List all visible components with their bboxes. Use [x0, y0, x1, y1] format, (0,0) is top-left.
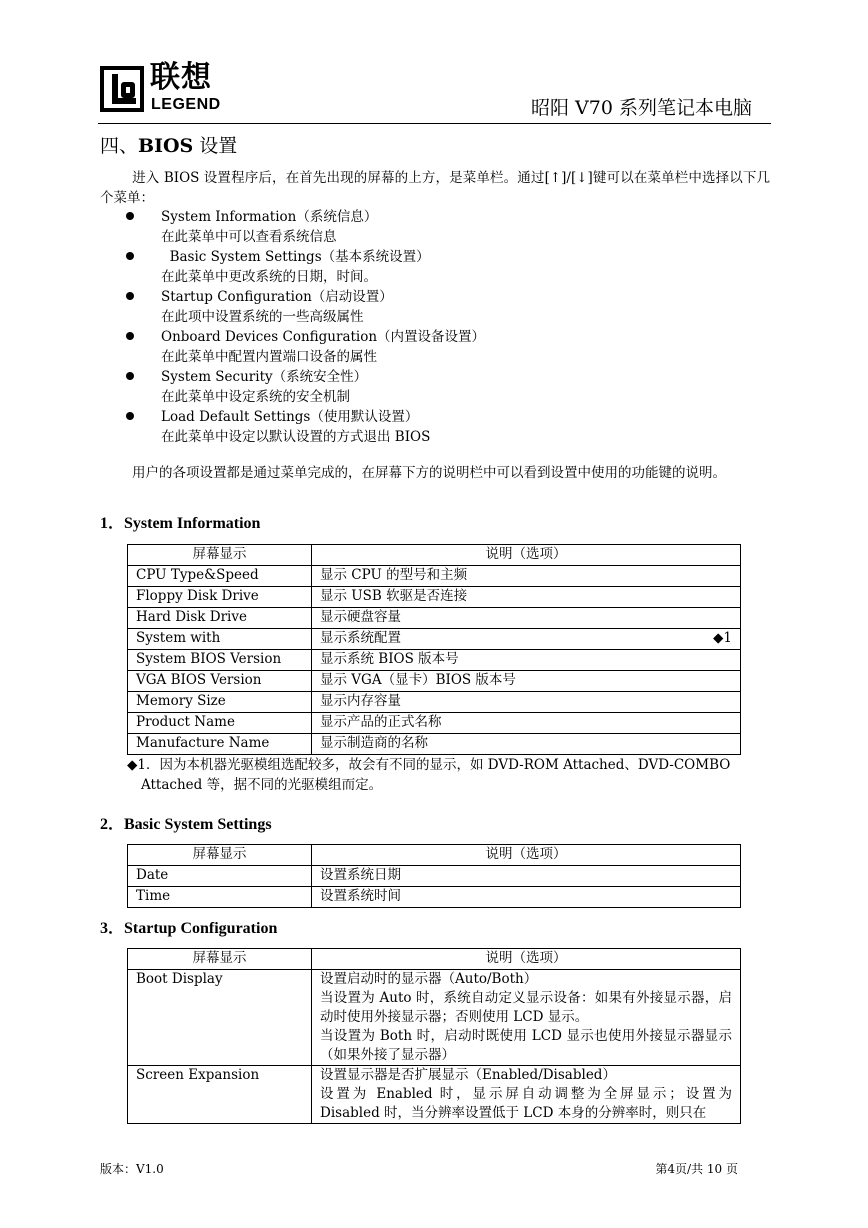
table-row [128, 1066, 741, 1124]
column-header-description: 说明（选项） [312, 949, 741, 970]
table-row [128, 671, 741, 692]
column-header-display: 屏幕显示 [128, 545, 312, 566]
basic-system-settings-table [127, 844, 741, 908]
table-cell-key: Boot Display [128, 970, 312, 1066]
table-cell-value: 显示制造商的名称 [312, 734, 741, 755]
table-header-row [128, 845, 741, 866]
table-cell-key: Time [128, 887, 312, 908]
usage-paragraph [100, 463, 770, 483]
menu-name: Onboard Devices Configuration（内置设备设置） [161, 329, 486, 345]
column-header-description: 说明（选项） [312, 845, 741, 866]
list-item [100, 287, 770, 327]
table-row [128, 734, 741, 755]
table-cell-value: 显示内存容量 [312, 692, 741, 713]
column-header-display: 屏幕显示 [128, 845, 312, 866]
list-item [100, 247, 770, 287]
table-row [128, 566, 741, 587]
table-cell-key: Screen Expansion [128, 1066, 312, 1124]
subsection-title-startup-configuration: 3．Startup Configuration [100, 920, 278, 937]
footnote-marker: ◆1 [713, 630, 732, 646]
table-cell-value: 显示 USB 软驱是否连接 [312, 587, 741, 608]
table-cell-key: System BIOS Version [128, 650, 312, 671]
table-row [128, 866, 741, 887]
table-row [128, 692, 741, 713]
table-cell-value [312, 629, 741, 650]
intro-text: 进入 BIOS 设置程序后，在首先出现的屏幕的上方，是菜单栏。通过[↑]/[↓]键可以在菜单栏中选择以下几个菜单： [100, 170, 770, 206]
section-heading-bold: BIOS [138, 135, 194, 157]
list-item [100, 327, 770, 367]
section-number: 四、 [100, 135, 139, 157]
menu-desc: 在此菜单中可以查看系统信息 [161, 229, 337, 245]
legend-logo [100, 60, 230, 116]
table-row [128, 629, 741, 650]
bullet-icon [126, 292, 134, 300]
usage-text: 用户的各项设置都是通过菜单完成的，在屏幕下方的说明栏中可以看到设置中使用的功能键的说明。 [132, 465, 726, 481]
subsection-title-system-information: 1．System Information [100, 515, 261, 532]
bullet-icon [126, 212, 134, 220]
table-cell-value: 显示产品的正式名称 [312, 713, 741, 734]
bullet-icon [126, 372, 134, 380]
bullet-icon [126, 332, 134, 340]
table-cell-value: 显示 CPU 的型号和主频 [312, 566, 741, 587]
bullet-icon [126, 412, 134, 420]
header-rule [98, 123, 771, 124]
list-item [100, 407, 770, 447]
table-header-row [128, 949, 741, 970]
table-cell-key: Floppy Disk Drive [128, 587, 312, 608]
logo-english-text: LEGEND [151, 96, 221, 113]
table-row [128, 713, 741, 734]
table-cell-text: 显示系统配置 [320, 630, 401, 646]
logo-chinese-text: 联想 [150, 60, 212, 95]
menu-desc: 在此项中设置系统的一些高级属性 [161, 309, 364, 325]
table-row [128, 587, 741, 608]
table-cell-key: CPU Type&Speed [128, 566, 312, 587]
menu-name: System Security（系统安全性） [161, 369, 368, 385]
footer-version: 版本：V1.0 [100, 1162, 164, 1176]
list-item [100, 367, 770, 407]
menu-name: Basic System Settings（基本系统设置） [161, 249, 430, 265]
intro-paragraph [100, 168, 770, 208]
table-cell-value: 设置系统时间 [312, 887, 741, 908]
startup-configuration-table [127, 948, 741, 1124]
table-cell-key: Date [128, 866, 312, 887]
list-item [100, 207, 770, 247]
table-row [128, 970, 741, 1066]
legend-logo-mark [100, 66, 144, 112]
column-header-display: 屏幕显示 [128, 949, 312, 970]
table-cell-value: 显示系统 BIOS 版本号 [312, 650, 741, 671]
table-cell-key: Hard Disk Drive [128, 608, 312, 629]
table-cell-value: 设置系统日期 [312, 866, 741, 887]
menu-desc: 在此菜单中设定以默认设置的方式退出 BIOS [161, 429, 431, 445]
menu-desc: 在此菜单中更改系统的日期，时间。 [161, 269, 377, 285]
table-row [128, 608, 741, 629]
table-cell-key: VGA BIOS Version [128, 671, 312, 692]
table-row [128, 650, 741, 671]
table-header-row [128, 545, 741, 566]
footnote-line-2: Attached 等，据不同的光驱模组而定。 [141, 777, 383, 793]
table-cell-key: System with [128, 629, 312, 650]
table-cell-value: 设置启动时的显示器（Auto/Both） 当设置为 Auto 时，系统自动定义显示设备：如果有外接显示器，启动时使用外接显示器；否则使用 LCD 显示。 当设置为 Both 时，启动时既使用 LCD 显示也使用外接显示器显示（如果外接了显示器） [312, 970, 741, 1066]
menu-desc: 在此菜单中设定系统的安全机制 [161, 389, 350, 405]
menu-name: Startup Configuration（启动设置） [161, 289, 393, 305]
menu-name: Load Default Settings（使用默认设置） [161, 409, 419, 425]
menu-list [100, 207, 770, 447]
menu-name: System Information（系统信息） [161, 209, 378, 225]
menu-desc: 在此菜单中配置内置端口设备的属性 [161, 349, 377, 365]
column-header-description: 说明（选项） [312, 545, 741, 566]
section-heading [100, 134, 237, 158]
footnote [127, 755, 772, 795]
subsection-title-basic-system-settings: 2．Basic System Settings [100, 816, 272, 833]
table-cell-key: Product Name [128, 713, 312, 734]
table-cell-key: Manufacture Name [128, 734, 312, 755]
footer-page-number: 第4页/共 10 页 [655, 1162, 738, 1176]
system-information-table [127, 544, 741, 755]
table-cell-value: 设置显示器是否扩展显示（Enabled/Disabled） 设置为 Enabled 时，显示屏自动调整为全屏显示；设置为 Disabled 时，当分辨率设置低于 LCD 本身的分辨率时，则只在 [312, 1066, 741, 1124]
bullet-icon [126, 252, 134, 260]
footnote-line-1: ◆1．因为本机器光驱模组选配较多，故会有不同的显示，如 DVD-ROM Attached、DVD-COMBO [127, 757, 731, 773]
document-header-title: 昭阳 V70 系列笔记本电脑 [531, 97, 752, 119]
table-cell-value: 显示硬盘容量 [312, 608, 741, 629]
table-cell-value: 显示 VGA（显卡）BIOS 版本号 [312, 671, 741, 692]
table-row [128, 887, 741, 908]
section-heading-rest: 设置 [193, 135, 238, 157]
table-cell-key: Memory Size [128, 692, 312, 713]
